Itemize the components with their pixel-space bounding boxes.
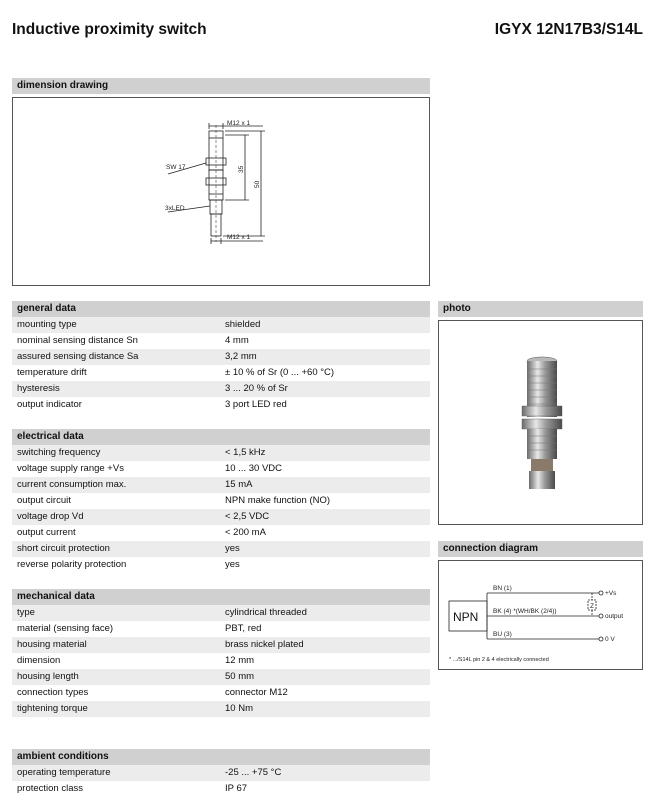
bn-wire-label: BN (1) <box>493 585 512 592</box>
dimension-drawing-box <box>12 97 430 286</box>
row-key: protection class <box>17 783 84 794</box>
table-row <box>12 685 430 701</box>
table-row <box>12 781 430 797</box>
row-key <box>12 717 225 733</box>
general-data-title: general data <box>12 301 430 317</box>
row-key: voltage drop Vd <box>17 511 84 522</box>
product-type-title: Inductive proximity switch <box>12 21 207 38</box>
row-key: voltage supply range +Vs <box>17 463 124 474</box>
row-key: switching frequency <box>17 447 101 458</box>
table-row <box>12 349 430 365</box>
model-title: IGYX 12N17B3/S14L <box>494 21 643 38</box>
general-data-table <box>12 317 430 413</box>
electrical-data-title: electrical data <box>12 429 430 445</box>
row-key: current consumption max. <box>17 479 127 490</box>
row-value: NPN make function (NO) <box>225 495 331 506</box>
row-value: 3,2 mm <box>225 351 257 362</box>
table-row <box>12 445 430 461</box>
row-key: nominal sensing distance Sn <box>17 335 138 346</box>
row-key: housing length <box>17 671 79 682</box>
row-value: brass nickel plated <box>225 639 304 650</box>
connection-diagram-box <box>438 560 643 670</box>
connection-note: * .../S14L pin 2 & 4 electrically connected <box>449 657 549 663</box>
row-key: reverse polarity protection <box>17 559 127 570</box>
table-row <box>12 605 430 621</box>
row-key: operating temperature <box>17 767 111 778</box>
row-value: ± 10 % of Sr (0 ... +60 °C) <box>225 367 335 378</box>
row-key: type <box>17 607 35 618</box>
row-value: 12 mm <box>225 655 255 666</box>
mechanical-data-table <box>12 605 430 733</box>
row-key: tightening torque <box>17 703 88 714</box>
wrench-size-label: SW 17 <box>166 164 186 171</box>
row-key: assured sensing distance Sa <box>17 351 139 362</box>
row-value: cylindrical threaded <box>225 607 307 618</box>
table-row <box>12 493 430 509</box>
dim-50-label: 50 <box>254 180 261 188</box>
led-label: 3xLED <box>165 205 185 212</box>
table-row <box>12 557 430 573</box>
row-value: shielded <box>225 319 261 330</box>
bu-wire-label: BU (3) <box>493 631 512 638</box>
row-key: temperature drift <box>17 367 87 378</box>
row-key: output indicator <box>17 399 82 410</box>
row-key: material (sensing face) <box>17 623 114 634</box>
table-row <box>12 653 430 669</box>
row-key: mounting type <box>17 319 77 330</box>
row-value: 4 mm <box>225 335 249 346</box>
output-terminal-label: output <box>605 613 624 620</box>
table-row <box>12 637 430 653</box>
dimension-drawing-title: dimension drawing <box>12 78 430 94</box>
bottom-thread-label: M12 x 1 <box>227 234 251 241</box>
npn-label: NPN <box>453 610 479 624</box>
row-value: < 1,5 kHz <box>225 447 266 458</box>
row-value: 50 mm <box>225 671 255 682</box>
vs-terminal-label: +Vs <box>605 590 617 597</box>
row-key: dimension <box>17 655 61 666</box>
row-key: short circuit protection <box>17 543 110 554</box>
row-key: hysteresis <box>17 383 60 394</box>
sensor-photo-image <box>439 321 642 524</box>
dim-35-label: 35 <box>238 165 245 173</box>
row-value: 3 port LED red <box>225 399 287 410</box>
row-key: housing material <box>17 639 87 650</box>
row-value: 10 Nm <box>225 703 253 714</box>
table-row <box>12 525 430 541</box>
bk-wire-label: BK (4) *(WH/BK (2/4)) <box>493 608 557 615</box>
connection-diagram-title: connection diagram <box>438 541 643 557</box>
row-value: yes <box>225 543 240 554</box>
table-row <box>12 669 430 685</box>
table-row <box>12 381 430 397</box>
zero-volt-terminal-label: 0 V <box>605 636 615 643</box>
ambient-conditions-title: ambient conditions <box>12 749 430 765</box>
table-row <box>12 765 430 781</box>
table-row <box>12 333 430 349</box>
row-key: output current <box>17 527 76 538</box>
table-row <box>12 397 430 413</box>
row-value: < 2,5 VDC <box>225 511 270 522</box>
table-row <box>12 621 430 637</box>
mechanical-data-title: mechanical data <box>12 589 430 605</box>
row-value: < 200 mA <box>225 527 266 538</box>
row-value: connector M12 <box>225 687 288 698</box>
table-row <box>12 317 430 333</box>
row-value: IP 67 <box>225 783 248 794</box>
ambient-conditions-table <box>12 765 430 797</box>
table-row <box>12 477 430 493</box>
electrical-data-table <box>12 445 430 573</box>
top-thread-label: M12 x 1 <box>227 120 251 127</box>
table-row <box>12 461 430 477</box>
table-row <box>12 509 430 525</box>
row-value: 10 ... 30 VDC <box>225 463 283 474</box>
row-value: 3 ... 20 % of Sr <box>225 383 288 394</box>
row-value: 15 mA <box>225 479 253 490</box>
row-value: -25 ... +75 °C <box>225 767 282 778</box>
connection-diagram-svg <box>439 561 642 669</box>
table-row <box>12 701 430 717</box>
table-row <box>12 365 430 381</box>
row-key: output circuit <box>17 495 71 506</box>
row-value <box>225 717 430 733</box>
row-value: yes <box>225 559 240 570</box>
photo-title: photo <box>438 301 643 317</box>
table-row <box>12 541 430 557</box>
row-value: PBT, red <box>225 623 262 634</box>
dimension-drawing-svg <box>13 98 429 285</box>
row-key: connection types <box>17 687 89 698</box>
table-row <box>12 717 430 733</box>
photo-box <box>438 320 643 525</box>
load-label: Z <box>590 603 594 610</box>
